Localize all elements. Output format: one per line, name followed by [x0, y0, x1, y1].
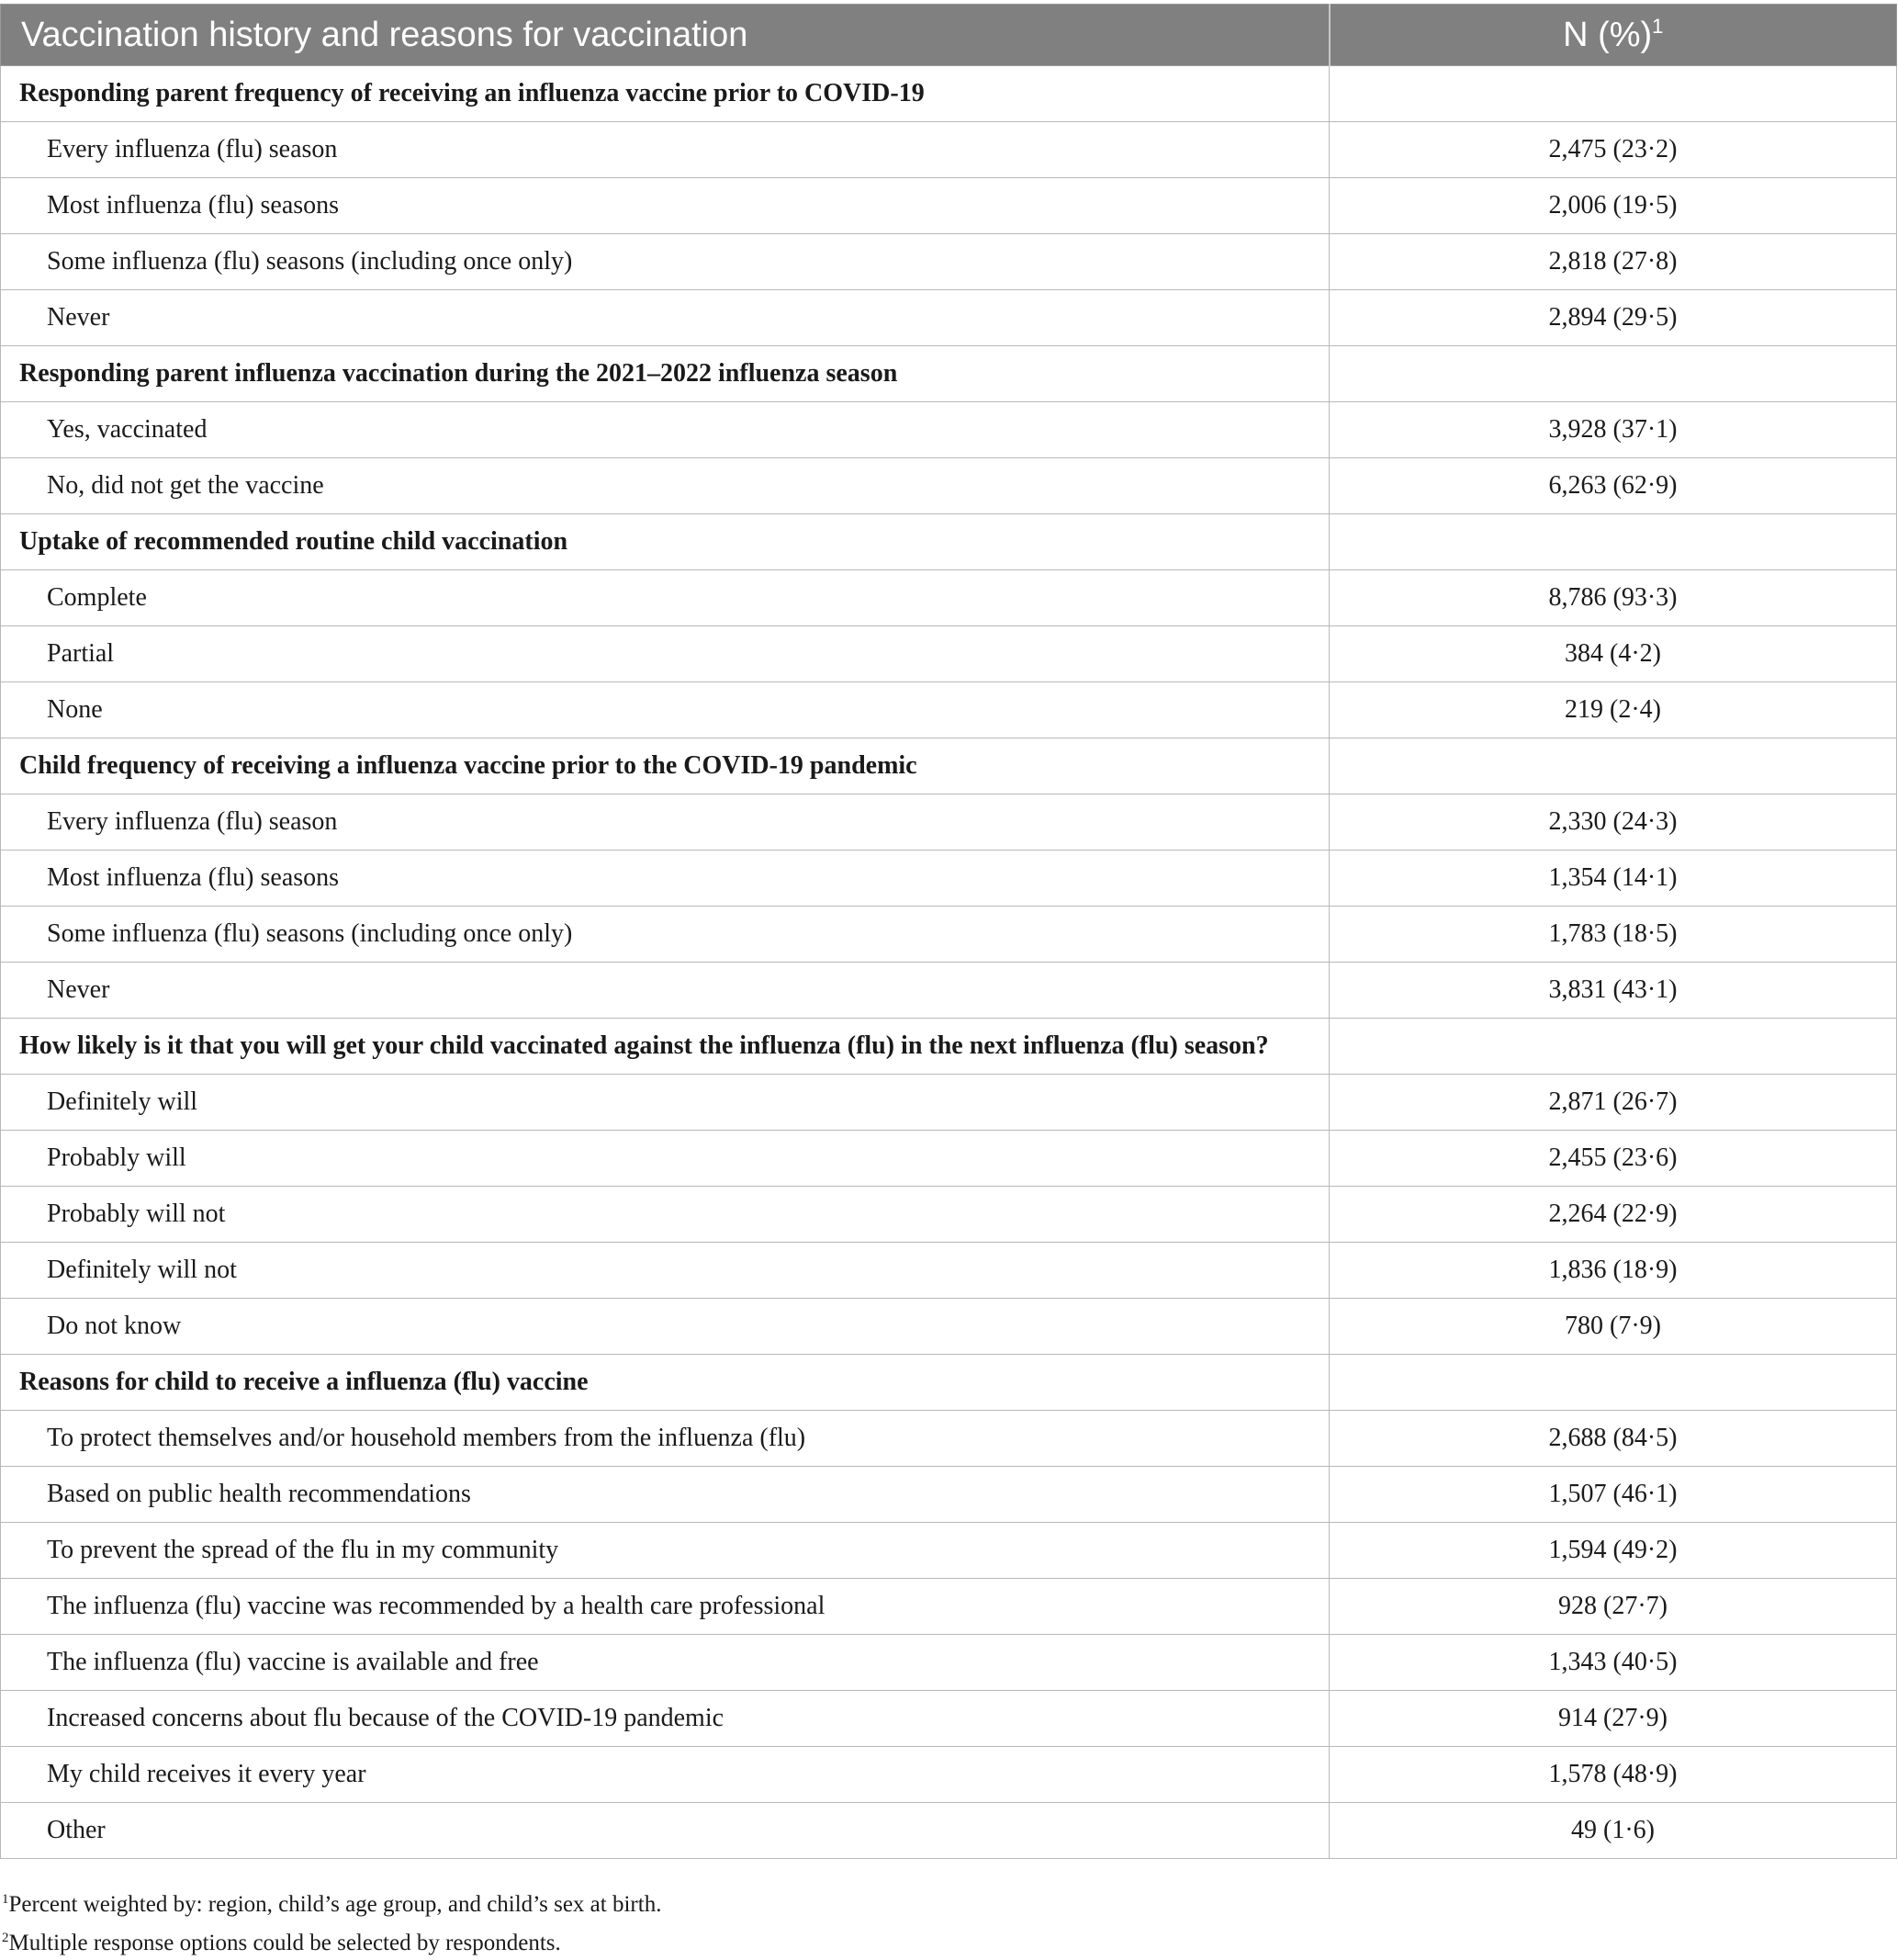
table-row — [1, 178, 1897, 234]
row-label: Every influenza (flu) season — [1, 794, 1330, 850]
row-value: 2,455 (23·6) — [1330, 1131, 1897, 1187]
table-row — [1, 1635, 1897, 1691]
row-label: No, did not get the vaccine — [1, 458, 1330, 514]
table-row — [1, 1187, 1897, 1243]
table-row — [1, 626, 1897, 682]
table-row — [1, 1523, 1897, 1579]
row-label: My child receives it every year — [1, 1747, 1330, 1803]
table-row — [1, 402, 1897, 458]
row-label: Other — [1, 1803, 1330, 1859]
row-value: 2,871 (26·7) — [1330, 1075, 1897, 1131]
row-value: 2,894 (29·5) — [1330, 290, 1897, 346]
column-header-count-label: N (%) — [1563, 16, 1653, 54]
footnote-text: Multiple response options could be selected by respondents. — [8, 1931, 561, 1955]
column-header-category: Vaccination history and reasons for vaccination — [1, 5, 1330, 66]
section-value — [1330, 738, 1897, 794]
table-row — [1, 1467, 1897, 1523]
section-header-row — [1, 1019, 1897, 1075]
footnotes — [2, 1883, 661, 1960]
column-header-footnote-mark: 1 — [1652, 15, 1664, 38]
section-value — [1330, 1355, 1897, 1411]
row-label: Probably will — [1, 1131, 1330, 1187]
row-value: 1,343 (40·5) — [1330, 1635, 1897, 1691]
row-value: 3,928 (37·1) — [1330, 402, 1897, 458]
row-value: 2,264 (22·9) — [1330, 1187, 1897, 1243]
row-label: Some influenza (flu) seasons (including once only) — [1, 907, 1330, 963]
section-header-row — [1, 346, 1897, 402]
section-value — [1330, 66, 1897, 122]
row-label: Never — [1, 963, 1330, 1019]
row-value: 928 (27·7) — [1330, 1579, 1897, 1635]
row-label: Never — [1, 290, 1330, 346]
row-label: Most influenza (flu) seasons — [1, 850, 1330, 907]
section-value — [1330, 1019, 1897, 1075]
table-row — [1, 1131, 1897, 1187]
row-label: Some influenza (flu) seasons (including once only) — [1, 234, 1330, 290]
table-row — [1, 1243, 1897, 1299]
vaccination-table — [0, 4, 1897, 1859]
table-row — [1, 1747, 1897, 1803]
table-row — [1, 290, 1897, 346]
row-value: 3,831 (43·1) — [1330, 963, 1897, 1019]
section-label: Responding parent frequency of receiving an influenza vaccine prior to COVID-19 — [1, 66, 1330, 122]
row-value: 780 (7·9) — [1330, 1299, 1897, 1355]
row-value: 914 (27·9) — [1330, 1691, 1897, 1747]
row-value: 2,688 (84·5) — [1330, 1411, 1897, 1467]
table-row — [1, 1579, 1897, 1635]
section-header-row — [1, 514, 1897, 570]
section-value — [1330, 346, 1897, 402]
row-value: 1,354 (14·1) — [1330, 850, 1897, 907]
section-label: Responding parent influenza vaccination during the 2021–2022 influenza season — [1, 346, 1330, 402]
table-row — [1, 1803, 1897, 1859]
row-label: Every influenza (flu) season — [1, 122, 1330, 178]
table-row — [1, 234, 1897, 290]
table-row — [1, 1411, 1897, 1467]
column-header-count — [1330, 5, 1897, 66]
footnote-mark: 2 — [2, 1931, 9, 1945]
footnote-2 — [2, 1921, 661, 1960]
table-header-row — [1, 5, 1897, 66]
row-value: 2,330 (24·3) — [1330, 794, 1897, 850]
row-label: Definitely will — [1, 1075, 1330, 1131]
row-value: 1,836 (18·9) — [1330, 1243, 1897, 1299]
table-row — [1, 907, 1897, 963]
section-label: Uptake of recommended routine child vaccination — [1, 514, 1330, 570]
row-value: 219 (2·4) — [1330, 682, 1897, 738]
row-label: Increased concerns about flu because of the COVID-19 pandemic — [1, 1691, 1330, 1747]
row-label: Most influenza (flu) seasons — [1, 178, 1330, 234]
vaccination-table-container — [0, 4, 1896, 1859]
row-label: Yes, vaccinated — [1, 402, 1330, 458]
footnote-mark: 1 — [2, 1892, 9, 1907]
row-value: 1,507 (46·1) — [1330, 1467, 1897, 1523]
row-label: The influenza (flu) vaccine was recommended by a health care professional — [1, 1579, 1330, 1635]
table-row — [1, 1075, 1897, 1131]
section-header-row — [1, 66, 1897, 122]
table-row — [1, 850, 1897, 907]
row-value: 49 (1·6) — [1330, 1803, 1897, 1859]
row-label: The influenza (flu) vaccine is available and free — [1, 1635, 1330, 1691]
row-label: Definitely will not — [1, 1243, 1330, 1299]
table-row — [1, 682, 1897, 738]
row-value: 2,006 (19·5) — [1330, 178, 1897, 234]
table-row — [1, 794, 1897, 850]
section-label: Child frequency of receiving a influenza vaccine prior to the COVID-19 pandemic — [1, 738, 1330, 794]
section-label: How likely is it that you will get your child vaccinated against the influenza (flu) in the next influenza (flu) season? — [1, 1019, 1330, 1075]
table-row — [1, 122, 1897, 178]
row-value: 8,786 (93·3) — [1330, 570, 1897, 626]
table-body — [1, 66, 1897, 1859]
table-row — [1, 1299, 1897, 1355]
row-value: 1,783 (18·5) — [1330, 907, 1897, 963]
row-value: 2,475 (23·2) — [1330, 122, 1897, 178]
table-row — [1, 1691, 1897, 1747]
row-label: Based on public health recommendations — [1, 1467, 1330, 1523]
row-value: 1,594 (49·2) — [1330, 1523, 1897, 1579]
row-label: Partial — [1, 626, 1330, 682]
section-header-row — [1, 738, 1897, 794]
row-value: 6,263 (62·9) — [1330, 458, 1897, 514]
row-value: 2,818 (27·8) — [1330, 234, 1897, 290]
row-label: To prevent the spread of the flu in my community — [1, 1523, 1330, 1579]
row-label: Complete — [1, 570, 1330, 626]
footnote-text: Percent weighted by: region, child’s age group, and child’s sex at birth. — [8, 1892, 662, 1917]
section-label: Reasons for child to receive a influenza (flu) vaccine — [1, 1355, 1330, 1411]
row-label: Do not know — [1, 1299, 1330, 1355]
table-row — [1, 458, 1897, 514]
section-header-row — [1, 1355, 1897, 1411]
table-row — [1, 570, 1897, 626]
row-label: None — [1, 682, 1330, 738]
row-value: 384 (4·2) — [1330, 626, 1897, 682]
row-value: 1,578 (48·9) — [1330, 1747, 1897, 1803]
section-value — [1330, 514, 1897, 570]
table-row — [1, 963, 1897, 1019]
row-label: To protect themselves and/or household members from the influenza (flu) — [1, 1411, 1330, 1467]
row-label: Probably will not — [1, 1187, 1330, 1243]
footnote-1 — [2, 1883, 661, 1921]
